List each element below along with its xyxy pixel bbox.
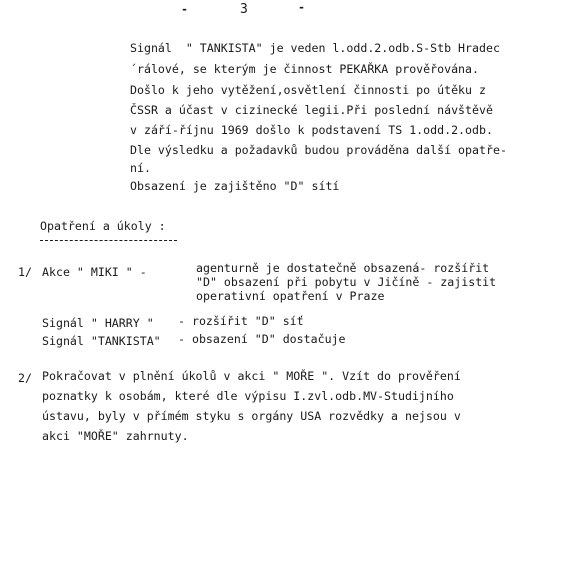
heading-underline — [40, 240, 177, 241]
intro-line: Signál " TANKISTA" je veden l.odd.2.odb.S-Stb Hradec — [130, 41, 500, 55]
signal-name: Signál "TANKISTA" — [42, 334, 161, 348]
intro-line: Dle výsledku a požadavků budou prováděna další opatře- — [130, 143, 507, 157]
signal-text: - rozšířit "D" síť — [178, 314, 304, 328]
item-line: "D" obsazení při pobytu v Jičíně - zajistit — [196, 275, 497, 289]
item-line: akci "MOŘE" zahrnuty. — [42, 429, 189, 443]
item-line: poznatky k osobám, které dle výpisu I.zvl.odb.MV-Studijního — [42, 389, 454, 403]
signal-text: - obsazení "D" dostačuje — [178, 332, 346, 346]
item-number: 2/ — [18, 371, 32, 385]
section-heading: Opatření a úkoly : — [40, 219, 166, 233]
item-line: Pokračovat v plnění úkolů v akci " MOŘE ". Vzít do prověření — [42, 369, 461, 383]
intro-line: ČSSR a účast v cizinecké legii.Při poslední návštěvě — [130, 103, 493, 117]
intro-line: ní. — [130, 161, 151, 175]
intro-line: ´rálové, se kterým je činnost PEKAŘKA prověřována. — [130, 62, 480, 76]
action-label: Akce " MIKI " - — [42, 265, 147, 279]
header-left-dash: - — [181, 2, 188, 16]
coverage-line: Obsazení je zajištěno "D" sítí — [130, 179, 340, 193]
item-line: ústavu, byly v přímém styku s orgány USA rozvědky a nejsou v — [42, 409, 461, 423]
signal-name: Signál " HARRY " — [42, 316, 154, 330]
item-number: 1/ — [18, 265, 32, 279]
item-line: agenturně je dostatečně obsazená- rozšířit — [196, 261, 490, 275]
intro-line: Došlo k jeho vytěžení,osvětlení činnosti po útěku z — [130, 83, 486, 97]
item-line: operativní opatření v Praze — [196, 289, 385, 303]
header-right-dash: - — [298, 0, 305, 14]
intro-line: v září-říjnu 1969 došlo k podstavení TS 1.odd.2.odb. — [130, 123, 493, 137]
page-number: 3 — [240, 2, 248, 17]
